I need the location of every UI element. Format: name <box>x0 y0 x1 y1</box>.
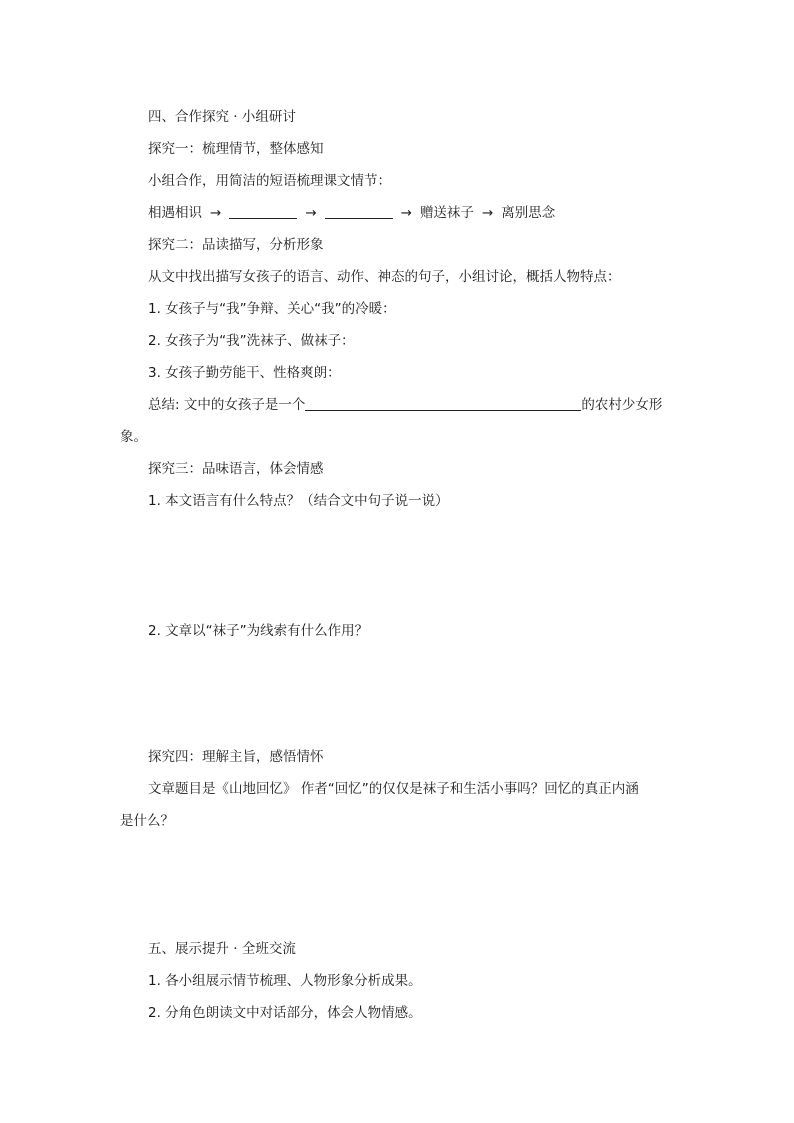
section5-item-1: 1. 各小组展示情节梳理、人物形象分析成果。 <box>148 973 422 989</box>
inquiry4-question-line1: 文章题目是《山地回忆》 作者“回忆”的仅仅是袜子和生活小事吗？回忆的真正内涵 <box>148 781 639 797</box>
summary-line <box>148 396 662 414</box>
section4-heading: 四、合作探究 · 小组研讨 <box>148 109 296 125</box>
summary-prefix: 总结: 文中的女孩子是一个 <box>148 397 306 413</box>
inquiry2-title: 探究二：品读描写，分析形象 <box>148 237 324 253</box>
trait-item-3: 3. 女孩子勤劳能干、性格爽朗： <box>148 365 341 381</box>
inquiry1-title: 探究一：梳理情节，整体感知 <box>148 141 324 157</box>
inquiry3-title: 探究三：品味语言，体会情感 <box>148 461 324 477</box>
plot-flow <box>148 204 555 222</box>
inquiry3-question-1: 1. 本文语言有什么特点？（结合文中句子说一说） <box>148 493 449 509</box>
section5-heading: 五、展示提升 · 全班交流 <box>148 941 296 957</box>
summary-suffix: 的农村少女形 <box>581 397 663 413</box>
plot-step-start: 相遇相识 <box>148 205 202 221</box>
inquiry3-question-2: 2. 文章以“袜子”为线索有什么作用？ <box>148 623 369 639</box>
plot-step-gift: 赠送袜子 <box>419 205 474 221</box>
inquiry1-instruction: 小组合作，用简洁的短语梳理课文情节： <box>148 173 391 189</box>
trait-item-2: 2. 女孩子为“我”洗袜子、做袜子： <box>148 333 355 349</box>
arrow-icon: → <box>400 205 412 221</box>
section5-item-2: 2. 分角色朗读文中对话部分，体会人物情感。 <box>148 1005 422 1021</box>
inquiry4-title: 探究四：理解主旨，感悟情怀 <box>148 749 324 765</box>
plot-blank-3[interactable] <box>325 204 393 219</box>
summary-wrap: 象。 <box>120 429 147 445</box>
arrow-icon: → <box>210 205 222 221</box>
plot-blank-2[interactable] <box>229 204 297 219</box>
plot-step-end: 离别思念 <box>501 205 556 221</box>
inquiry2-instruction: 从文中找出描写女孩子的语言、动作、神态的句子，小组讨论，概括人物特点： <box>148 269 621 285</box>
arrow-icon: → <box>481 205 494 221</box>
summary-blank[interactable] <box>305 396 581 411</box>
arrow-icon: → <box>305 205 317 221</box>
inquiry4-question-line2: 是什么？ <box>120 813 174 829</box>
trait-item-1: 1. 女孩子与“我”争辩、关心“我”的冷暖： <box>148 301 396 317</box>
